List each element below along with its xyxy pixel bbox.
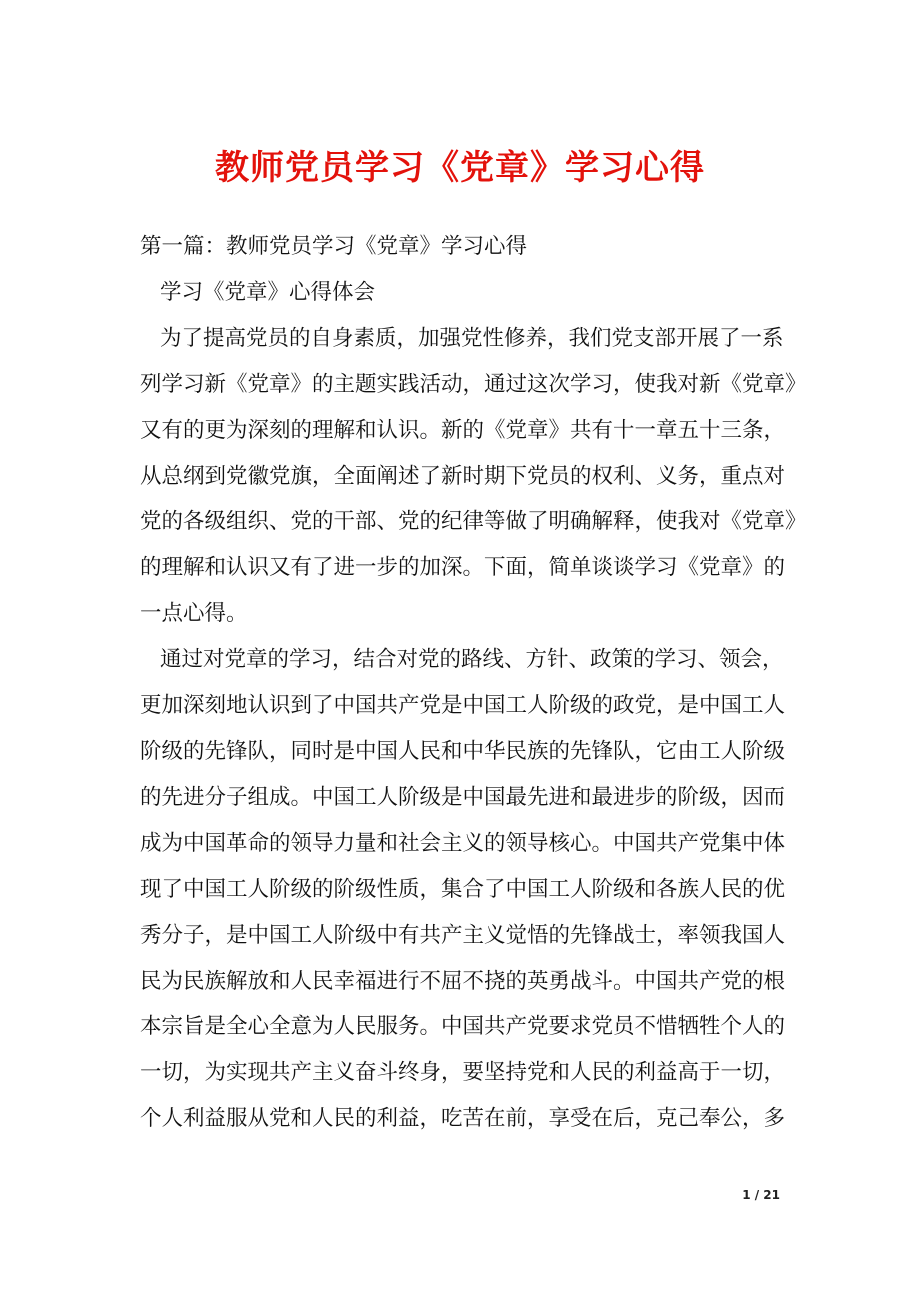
paragraph-line: 的理解和认识又有了进一步的加深。下面，简单谈谈学习《党章》的 <box>140 555 786 581</box>
paragraph-line: 又有的更为深刻的理解和认识。新的《党章》共有十一章五十三条， <box>140 417 786 443</box>
document-body <box>140 224 807 1142</box>
section-heading: 第一篇：教师党员学习《党章》学习心得 <box>140 234 528 259</box>
paragraph-line: 现了中国工人阶级的阶级性质，集合了中国工人阶级和各族人民的优 <box>140 876 786 902</box>
document-title: 教师党员学习《党章》学习心得 <box>215 148 705 188</box>
paragraph-line: 列学习新《党章》的主题实践活动，通过这次学习，使我对新《党章》 <box>140 371 807 397</box>
paragraph-line: 本宗旨是全心全意为人民服务。中国共产党要求党员不惜牺牲个人的 <box>140 1014 786 1040</box>
paragraph-line: 一点心得。 <box>140 601 248 627</box>
paragraph-line: 从总纲到党徽党旗，全面阐述了新时期下党员的权利、义务，重点对 <box>140 463 786 489</box>
paragraph-line: 一切，为实现共产主义奋斗终身，要坚持党和人民的利益高于一切， <box>140 1060 786 1086</box>
paragraph-line: 通过对党章的学习，结合对党的路线、方针、政策的学习、领会， <box>160 647 784 673</box>
paragraph-line: 党的各级组织、党的干部、党的纪律等做了明确解释，使我对《党章》 <box>140 509 807 535</box>
paragraph-1 <box>140 316 807 637</box>
paragraph-line: 阶级的先锋队，同时是中国人民和中华民族的先锋队，它由工人阶级 <box>140 738 786 764</box>
paragraph-line: 为了提高党员的自身素质，加强党性修养，我们党支部开展了一系 <box>160 325 784 351</box>
paragraph-line: 秀分子，是中国工人阶级中有共产主义觉悟的先锋战士，率领我国人 <box>140 922 786 948</box>
paragraph-2 <box>140 637 786 1142</box>
paragraph-line: 个人利益服从党和人民的利益，吃苦在前，享受在后，克己奉公，多 <box>140 1106 786 1132</box>
paragraph-line: 成为中国革命的领导力量和社会主义的领导核心。中国共产党集中体 <box>140 830 786 856</box>
paragraph-line: 的先进分子组成。中国工人阶级是中国最先进和最进步的阶级，因而 <box>140 784 786 810</box>
paragraph-line: 民为民族解放和人民幸福进行不屈不挠的英勇战斗。中国共产党的根 <box>140 968 786 994</box>
page-number: 1 / 21 <box>742 1188 780 1202</box>
paragraph-line: 更加深刻地认识到了中国共产党是中国工人阶级的政党，是中国工人 <box>140 693 786 719</box>
section-subheading: 学习《党章》心得体会 <box>160 279 376 305</box>
